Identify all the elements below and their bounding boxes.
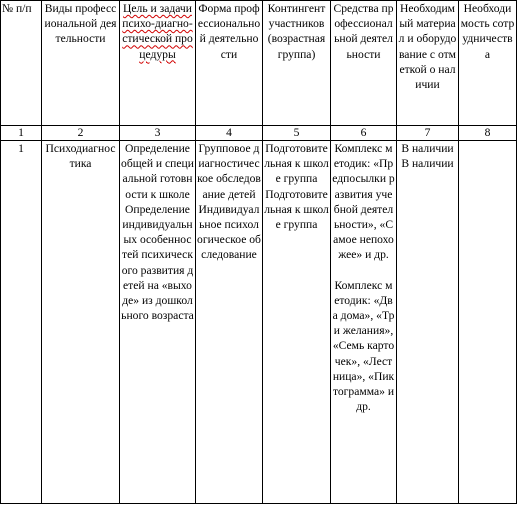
means-set-2: Комплекс методик: «Два дома», «Три желания», «Семь карточек», «Лестница», «Пиктограмма» и др. bbox=[332, 278, 395, 414]
table-row bbox=[1, 141, 517, 504]
material-status-2: В наличии bbox=[401, 157, 454, 171]
cell-cooperation bbox=[459, 141, 517, 504]
form-group-exam: Групповое диагностическое обследование детей bbox=[197, 142, 261, 201]
header-cell-goal bbox=[120, 1, 196, 126]
header-cell-cooperation: Необходимость сотрудничества bbox=[459, 1, 517, 126]
column-number: 2 bbox=[42, 126, 120, 141]
cell-means bbox=[331, 141, 397, 504]
header-cell-form: Форма профессиональной деятельности bbox=[196, 1, 263, 126]
cell-form bbox=[196, 141, 263, 504]
contingent-group-2: Подготовительная к школе группа bbox=[264, 187, 329, 232]
cell-contingent bbox=[263, 141, 331, 504]
header-cell-number: № п/п bbox=[1, 1, 42, 126]
means-set-1: Комплекс методик: «Предпосылки развития учебной деятельности», «Самое непохожее» и др. bbox=[332, 142, 395, 262]
column-number: 5 bbox=[263, 126, 331, 141]
form-individual-exam: Индивидуальное психологическое обследование bbox=[197, 202, 261, 262]
goal-individual-features: Определение индивидуальных особенностей психического развития детей на «выходе» из дошкольного возраста bbox=[121, 202, 194, 323]
cell-goal bbox=[120, 141, 196, 504]
header-row bbox=[1, 1, 517, 126]
column-number: 6 bbox=[331, 126, 397, 141]
cell-activity: Психодиагностика bbox=[42, 141, 120, 504]
header-cell-material: Необходимый материал и оборудование с отметкой о наличии bbox=[397, 1, 459, 126]
header-cell-activity: Виды профессиональной деятельности bbox=[42, 1, 120, 126]
header-cell-means: Средства профессиональной деятельности bbox=[331, 1, 397, 126]
header-goal-text: Цель и задачи психо-диагно-стической процедуры bbox=[122, 2, 193, 61]
header-cell-contingent: Контингент участников (возрастная группа) bbox=[263, 1, 331, 126]
column-number: 1 bbox=[1, 126, 42, 141]
column-number: 8 bbox=[459, 126, 517, 141]
goal-general-readiness: Определение общей и специальной готовности к школе bbox=[121, 142, 194, 201]
contingent-group-1: Подготовительная к школе группа bbox=[264, 142, 329, 186]
column-number: 3 bbox=[120, 126, 196, 141]
column-number: 7 bbox=[397, 126, 459, 141]
column-number: 4 bbox=[196, 126, 263, 141]
cell-row-number: 1 bbox=[1, 141, 42, 504]
cell-material bbox=[397, 141, 459, 504]
column-number-row bbox=[1, 126, 517, 141]
material-status-1: В наличии bbox=[401, 142, 454, 155]
means-spacer bbox=[332, 263, 395, 278]
